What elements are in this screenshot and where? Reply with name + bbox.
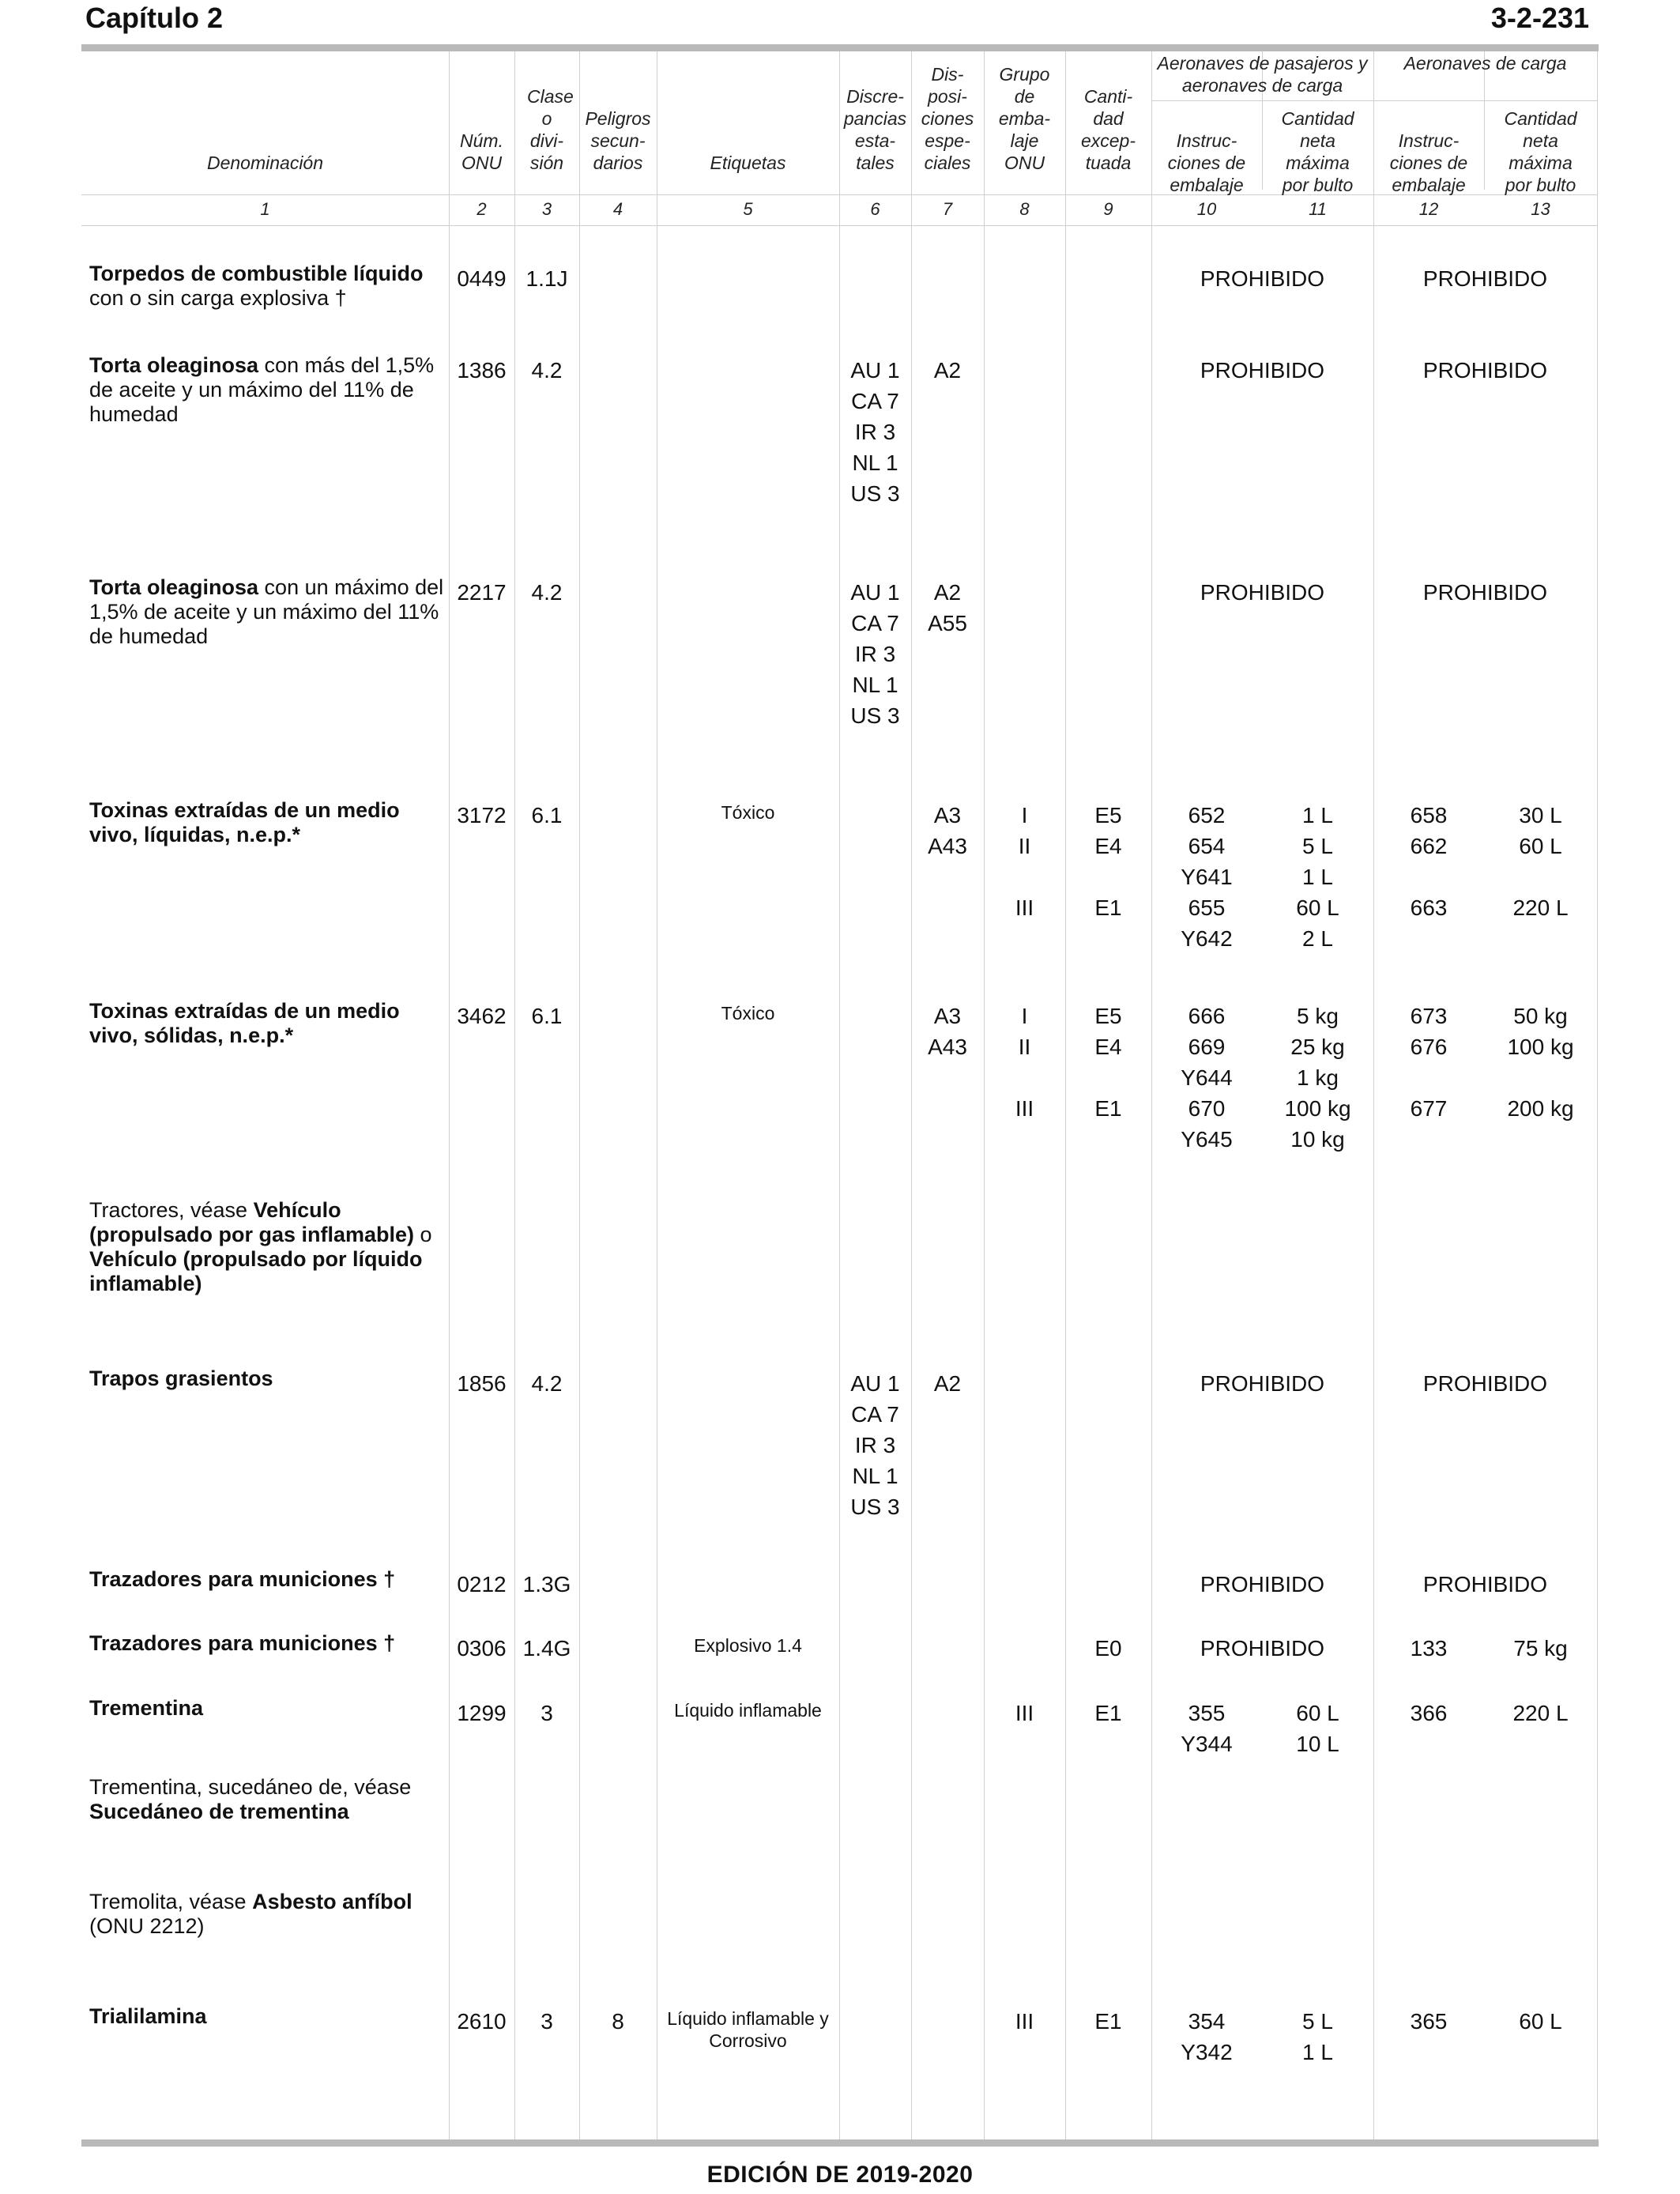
cargo-max-quantity-line — [1484, 1062, 1597, 1093]
pax-forbidden: PROHIBIDO — [1200, 580, 1325, 605]
column-number: 1 — [260, 199, 270, 219]
hazard-class: 4.2 — [531, 358, 563, 383]
cargo-forbidden: PROHIBIDO — [1422, 1572, 1548, 1596]
pax-packing-instruction-line: 652 — [1188, 803, 1226, 827]
hazard-label: Explosivo 1.4 — [694, 1635, 802, 1656]
name-prefix: Tremolita, véase — [89, 1890, 253, 1913]
name-bold: Vehículo (propulsado por líquido inflamable) — [89, 1247, 423, 1295]
substance-name — [89, 999, 449, 1048]
pax-packing-instruction — [1151, 2006, 1262, 2068]
state-variation-line: NL 1 — [852, 673, 898, 697]
header-packing-group: Grupo de emba- laje ONU — [998, 64, 1051, 173]
state-variation-line: US 3 — [850, 1495, 900, 1519]
cargo-max-quantity-line: 200 kg — [1507, 1096, 1574, 1121]
cargo-max-quantity-line: 30 L — [1519, 803, 1562, 827]
un-number: 0449 — [457, 266, 507, 291]
pax-packing-instruction-line: 669 — [1188, 1035, 1226, 1059]
edition-footer: EDICIÓN DE 2019-2020 — [706, 2162, 974, 2188]
cargo-max-quantity — [1484, 1633, 1597, 1664]
name-bold: Sucedáneo de trementina — [89, 1800, 349, 1823]
column-number: 6 — [870, 199, 880, 219]
cargo-packing-instruction-line: 366 — [1410, 1701, 1448, 1725]
state-variation-line: US 3 — [850, 481, 900, 506]
hazard-class: 3 — [541, 1701, 553, 1725]
state-variation-line: IR 3 — [854, 420, 896, 444]
header-cargo-max-net-quantity: Cantidad neta máxima por bulto — [1504, 108, 1577, 195]
name-bold: Torta oleaginosa — [89, 575, 259, 599]
excepted-quantity — [1065, 1698, 1151, 1728]
cargo-packing-instruction-line: 676 — [1410, 1035, 1448, 1059]
state-variation-line: CA 7 — [851, 389, 899, 413]
hazard-label: Líquido inflamable y Corrosivo — [667, 2008, 829, 2051]
pax-packing-instruction — [1151, 1001, 1262, 1155]
pax-max-quantity — [1262, 1001, 1373, 1155]
state-variation-line: AU 1 — [850, 580, 900, 605]
pax-max-quantity-line: 100 kg — [1284, 1096, 1351, 1121]
pax-forbidden: PROHIBIDO — [1200, 1572, 1325, 1596]
pax-packing-instruction-line: 355 — [1188, 1701, 1226, 1725]
header-passenger-aircraft: Aeronaves de pasajeros y aeronaves de carga — [1157, 53, 1368, 96]
hazard-class: 4.2 — [531, 1371, 563, 1396]
un-number: 2217 — [457, 580, 507, 605]
special-provision-line: A2 — [933, 580, 962, 605]
name-bold: Trazadores para municiones † — [89, 1567, 396, 1591]
name-prefix: Tractores, véase — [89, 1198, 254, 1222]
cargo-forbidden: PROHIBIDO — [1422, 358, 1548, 383]
hazard-label: Tóxico — [721, 1003, 775, 1023]
substance-name — [89, 1631, 449, 1656]
packing-group-line — [984, 1062, 1065, 1093]
name-bold: Asbesto anfíbol — [252, 1890, 412, 1913]
cargo-packing-instruction-line: 663 — [1410, 895, 1448, 920]
packing-group-line — [984, 861, 1065, 892]
cargo-packing-instruction — [1373, 1698, 1484, 1728]
hazard-class: 4.2 — [531, 580, 563, 605]
pax-forbidden: PROHIBIDO — [1200, 358, 1325, 383]
cargo-packing-instruction-line: 677 — [1410, 1096, 1448, 1121]
excepted-quantity-line — [1065, 1062, 1151, 1093]
cargo-packing-instruction-line: 673 — [1410, 1004, 1448, 1028]
pax-packing-instruction-line: Y645 — [1181, 1127, 1233, 1152]
hazard-class: 1.1J — [525, 266, 568, 291]
page-number: 3-2-231 — [1490, 2, 1589, 34]
state-variation-line: US 3 — [850, 703, 900, 728]
packing-group — [984, 2006, 1065, 2037]
column-number: 8 — [1019, 199, 1030, 219]
cargo-packing-instruction-line — [1373, 923, 1484, 954]
column-number: 11 — [1309, 199, 1327, 219]
cargo-packing-instruction-line — [1373, 1124, 1484, 1155]
pax-max-quantity-line: 5 kg — [1297, 1004, 1339, 1028]
state-variation — [839, 355, 911, 509]
pax-packing-instruction-line: 666 — [1188, 1004, 1226, 1028]
pax-max-quantity-line: 1 L — [1302, 2040, 1333, 2064]
cargo-packing-instruction — [1373, 800, 1484, 954]
pax-max-quantity-line: 5 L — [1302, 834, 1333, 858]
header-pax-packing-instructions: Instruc- ciones de embalaje — [1167, 130, 1246, 195]
substance-name — [89, 1696, 449, 1721]
pax-packing-instruction-line: Y641 — [1181, 865, 1233, 889]
name-prefix: Trementina, sucedáneo de, véase — [89, 1775, 412, 1799]
cargo-max-quantity-line — [1484, 923, 1597, 954]
name-rest: (ONU 2212) — [89, 1914, 205, 1938]
name-bold: Trementina — [89, 1696, 204, 1720]
substance-name — [89, 1198, 449, 1296]
excepted-quantity-line: E0 — [1094, 1636, 1122, 1661]
packing-group — [984, 800, 1065, 954]
cargo-packing-instruction — [1373, 1001, 1484, 1155]
excepted-quantity-line: E1 — [1094, 2009, 1122, 2034]
special-provision-line: A43 — [928, 1035, 967, 1059]
state-variation-line: IR 3 — [854, 1433, 896, 1457]
pax-max-quantity — [1262, 1698, 1373, 1759]
packing-group — [984, 1698, 1065, 1728]
pax-packing-instruction-line: 354 — [1188, 2009, 1226, 2034]
hazard-class: 1.3G — [522, 1572, 571, 1596]
hazard-class: 6.1 — [531, 1004, 563, 1028]
chapter-title: Capítulo 2 — [85, 2, 224, 34]
pax-packing-instruction-line: 655 — [1188, 895, 1226, 920]
header-cargo-packing-instructions: Instruc- ciones de embalaje — [1389, 130, 1468, 195]
bottom-rule — [81, 2139, 1599, 2147]
pax-max-quantity-line: 1 L — [1302, 865, 1333, 889]
packing-group-line: III — [1015, 1701, 1034, 1725]
packing-group-line: II — [1018, 1035, 1031, 1059]
substance-name — [89, 1775, 449, 1824]
substance-name — [89, 1567, 449, 1592]
cargo-max-quantity — [1484, 2006, 1597, 2037]
cargo-packing-instruction — [1373, 1633, 1484, 1664]
pax-max-quantity-line: 60 L — [1296, 1701, 1339, 1725]
column-number: 3 — [541, 199, 552, 219]
column-number-rule — [81, 225, 1597, 226]
state-variation-line: NL 1 — [852, 1464, 898, 1488]
special-provision — [911, 1001, 984, 1062]
header-class: Clase o divi- sión — [527, 86, 574, 173]
pax-max-quantity-line: 60 L — [1296, 895, 1339, 920]
pax-packing-instruction-line: 670 — [1188, 1096, 1226, 1121]
cargo-packing-instruction-line: 658 — [1410, 803, 1448, 827]
cargo-max-quantity-line: 75 kg — [1513, 1636, 1568, 1661]
header-state-variations: Discre- pancias esta- tales — [843, 86, 907, 173]
name-bold: Torta oleaginosa — [89, 353, 259, 377]
hazard-label: Tóxico — [721, 802, 775, 823]
pax-max-quantity-line: 2 L — [1302, 926, 1333, 951]
cargo-max-quantity-line — [1484, 861, 1597, 892]
cargo-packing-instruction-line: 662 — [1410, 834, 1448, 858]
cargo-packing-instruction — [1373, 2006, 1484, 2037]
column-number: 5 — [743, 199, 753, 219]
header-pax-max-net-quantity: Cantidad neta máxima por bulto — [1281, 108, 1354, 195]
pax-max-quantity — [1262, 800, 1373, 954]
column-number: 7 — [942, 199, 953, 219]
special-provision-line: A43 — [928, 834, 967, 858]
pax-max-quantity-line: 25 kg — [1290, 1035, 1345, 1059]
cargo-packing-instruction-line — [1373, 1062, 1484, 1093]
excepted-quantity-line — [1065, 861, 1151, 892]
header-cargo-aircraft: Aeronaves de carga — [1403, 53, 1567, 74]
header-labels: Etiquetas — [710, 153, 786, 173]
name-rest: con o sin carga explosiva † — [89, 286, 347, 310]
pax-packing-instruction-line: 654 — [1188, 834, 1226, 858]
substance-name — [89, 575, 449, 649]
column-number: 4 — [612, 199, 623, 219]
group-header-rule — [1151, 100, 1597, 101]
excepted-quantity — [1065, 1001, 1151, 1155]
substance-name — [89, 1367, 449, 1391]
pax-forbidden: PROHIBIDO — [1200, 1636, 1325, 1661]
pax-max-quantity-line: 10 kg — [1290, 1127, 1345, 1152]
col-divider — [579, 51, 580, 2139]
excepted-quantity-line: E5 — [1094, 803, 1122, 827]
state-variation-line: AU 1 — [850, 358, 900, 383]
state-variation — [839, 1368, 911, 1522]
pax-max-quantity-line: 10 L — [1296, 1732, 1339, 1756]
pax-max-quantity-line: 1 kg — [1297, 1065, 1339, 1090]
cargo-max-quantity-line: 50 kg — [1513, 1004, 1568, 1028]
column-number: 10 — [1196, 199, 1217, 219]
column-number: 9 — [1103, 199, 1113, 219]
packing-group-line: III — [1015, 895, 1034, 920]
column-number: 2 — [477, 199, 487, 219]
packing-group-line: II — [1018, 834, 1031, 858]
top-rule — [81, 44, 1599, 51]
un-number: 1299 — [457, 1701, 507, 1725]
cargo-max-quantity-line: 220 L — [1512, 895, 1569, 920]
hazard-label: Líquido inflamable — [674, 1700, 822, 1721]
hazard-class: 1.4G — [522, 1636, 571, 1661]
pax-max-quantity — [1262, 2006, 1373, 2068]
state-variation-line: IR 3 — [854, 642, 896, 666]
substance-name — [89, 262, 449, 311]
header-excepted-quantity: Canti- dad excep- tuada — [1080, 86, 1136, 173]
special-provision — [911, 355, 984, 386]
subsidiary-hazard: 8 — [612, 2009, 624, 2034]
cargo-max-quantity-line: 60 L — [1519, 2009, 1562, 2034]
cargo-max-quantity-line — [1484, 1124, 1597, 1155]
name-bold: Toxinas extraídas de un medio vivo, sólidas, n.e.p.* — [89, 999, 400, 1047]
cargo-forbidden: PROHIBIDO — [1422, 1371, 1548, 1396]
col-divider — [1597, 51, 1598, 2139]
special-provision-line: A3 — [933, 1004, 962, 1028]
header-special-provisions: Dis- posi- ciones espe- ciales — [921, 64, 974, 173]
substance-name — [89, 2004, 449, 2029]
pax-forbidden: PROHIBIDO — [1200, 1371, 1325, 1396]
un-number: 2610 — [457, 2009, 507, 2034]
header-subsidiary-hazards: Peligros secun- darios — [585, 108, 651, 173]
cargo-max-quantity-line: 220 L — [1512, 1701, 1569, 1725]
special-provision — [911, 800, 984, 861]
excepted-quantity-line: E5 — [1094, 1004, 1122, 1028]
un-number: 0212 — [457, 1572, 507, 1596]
cargo-max-quantity-line: 60 L — [1519, 834, 1562, 858]
column-number: 13 — [1531, 199, 1550, 219]
state-variation-line: CA 7 — [851, 1402, 899, 1427]
pax-packing-instruction-line: Y344 — [1181, 1732, 1233, 1756]
name-rest: con más del 1,5% de aceite y un máximo del 11% de humedad — [89, 353, 435, 426]
excepted-quantity-line: E1 — [1094, 895, 1122, 920]
name-bold: Toxinas extraídas de un medio vivo, líquidas, n.e.p.* — [89, 798, 400, 846]
pax-max-quantity-line: 1 L — [1302, 803, 1333, 827]
packing-group-line: III — [1015, 1096, 1034, 1121]
cargo-forbidden: PROHIBIDO — [1422, 580, 1548, 605]
excepted-quantity-line: E4 — [1094, 1035, 1122, 1059]
cargo-packing-instruction-line: 365 — [1410, 2009, 1448, 2034]
excepted-quantity — [1065, 1633, 1151, 1664]
packing-group-line — [984, 923, 1065, 954]
packing-group-line: III — [1015, 2009, 1034, 2034]
state-variation-line: NL 1 — [852, 450, 898, 475]
special-provision-line: A2 — [933, 1371, 962, 1396]
packing-group — [984, 1001, 1065, 1155]
un-number: 3462 — [457, 1004, 507, 1028]
state-variation — [839, 577, 911, 731]
pax-packing-instruction-line: Y644 — [1181, 1065, 1233, 1090]
cargo-forbidden: PROHIBIDO — [1422, 266, 1548, 291]
excepted-quantity — [1065, 2006, 1151, 2037]
pax-packing-instruction-line: Y642 — [1181, 926, 1233, 951]
special-provision — [911, 1368, 984, 1399]
packing-group-line: I — [1021, 1004, 1028, 1028]
pax-forbidden: PROHIBIDO — [1200, 266, 1325, 291]
state-variation-line: CA 7 — [851, 611, 899, 635]
excepted-quantity-line: E1 — [1094, 1096, 1122, 1121]
name-bold: Vehículo (propulsado por gas inflamable) — [89, 1198, 415, 1246]
substance-name — [89, 353, 449, 427]
special-provision-line: A2 — [933, 358, 962, 383]
un-number: 0306 — [457, 1636, 507, 1661]
special-provision — [911, 577, 984, 639]
un-number: 3172 — [457, 803, 507, 827]
name-bold: Trazadores para municiones † — [89, 1631, 396, 1655]
cargo-max-quantity — [1484, 1698, 1597, 1728]
name-bold: Trapos grasientos — [89, 1367, 273, 1390]
cargo-packing-instruction-line — [1373, 861, 1484, 892]
cargo-max-quantity — [1484, 1001, 1597, 1155]
name-bold: Torpedos de combustible líquido — [89, 262, 424, 285]
pax-packing-instruction-line: Y342 — [1181, 2040, 1233, 2064]
special-provision-line: A3 — [933, 803, 962, 827]
excepted-quantity-line: E1 — [1094, 1701, 1122, 1725]
cargo-packing-instruction-line: 133 — [1410, 1636, 1448, 1661]
name-rest: con un máximo del 1,5% de aceite y un máximo del 11% de humedad — [89, 575, 444, 648]
un-number: 1856 — [457, 1371, 507, 1396]
un-number: 1386 — [457, 358, 507, 383]
header-denominacion: Denominación — [206, 153, 324, 173]
excepted-quantity — [1065, 800, 1151, 954]
excepted-quantity-line — [1065, 923, 1151, 954]
packing-group-line: I — [1021, 803, 1028, 827]
state-variation-line: AU 1 — [850, 1371, 900, 1396]
name-rest: o — [414, 1223, 432, 1246]
column-number: 12 — [1418, 199, 1439, 219]
hazard-class: 3 — [541, 2009, 553, 2034]
pax-packing-instruction — [1151, 800, 1262, 954]
pax-packing-instruction — [1151, 1698, 1262, 1759]
name-bold: Trialilamina — [89, 2004, 207, 2028]
excepted-quantity-line — [1065, 1124, 1151, 1155]
excepted-quantity-line: E4 — [1094, 834, 1122, 858]
cargo-max-quantity-line: 100 kg — [1507, 1035, 1574, 1059]
special-provision-line: A55 — [928, 611, 967, 635]
pax-max-quantity-line: 5 L — [1302, 2009, 1333, 2034]
substance-name — [89, 1890, 449, 1939]
packing-group-line — [984, 1124, 1065, 1155]
header-un-number: Núm. ONU — [460, 130, 503, 173]
hazard-class: 6.1 — [531, 803, 563, 827]
substance-name — [89, 798, 449, 847]
cargo-max-quantity — [1484, 800, 1597, 954]
